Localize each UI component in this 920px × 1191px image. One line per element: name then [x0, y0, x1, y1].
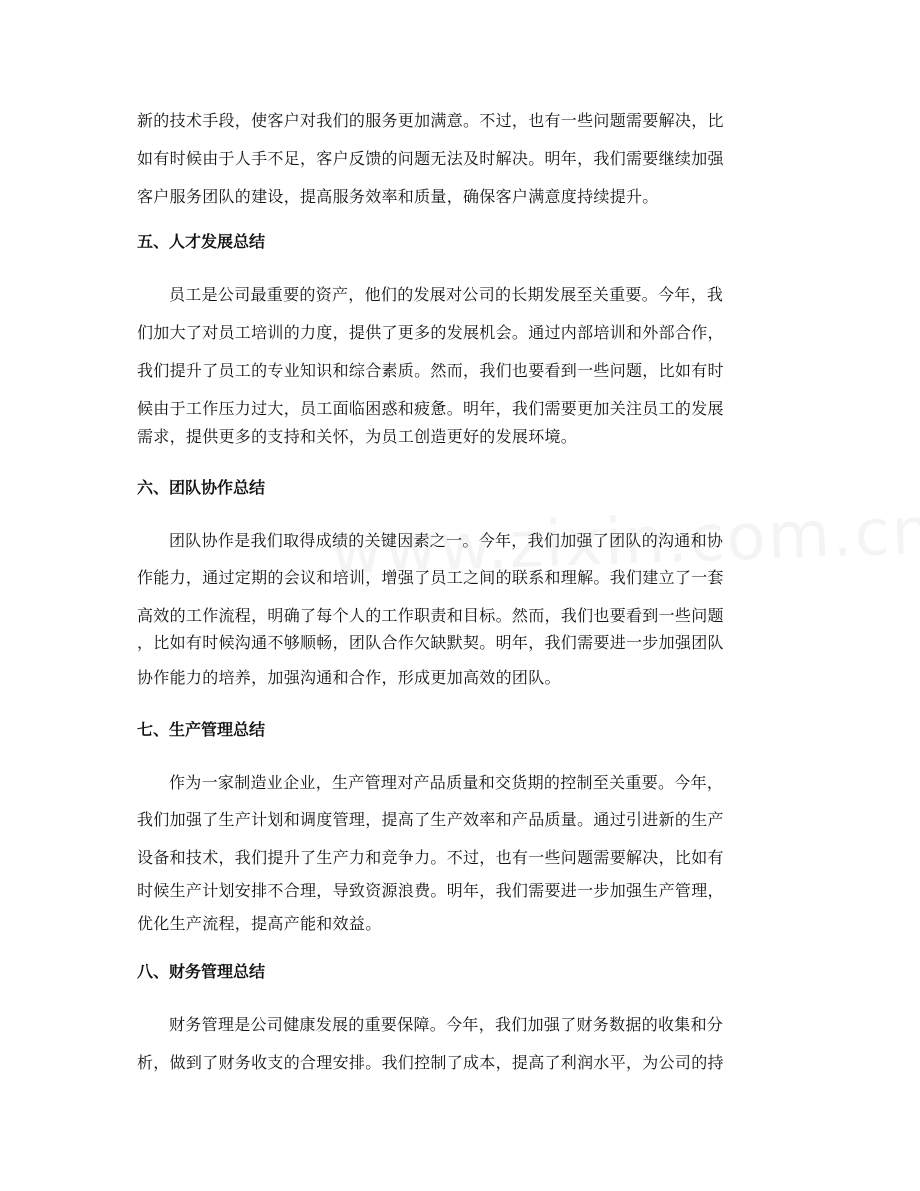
intro-line-1: 新的技术手段，使客户对我们的服务更加满意。不过，也有一些问题需要解决，比 — [137, 111, 724, 130]
intro-line-2: 如有时候由于人手不足，客户反馈的问题无法及时解决。明年，我们需要继续加强 — [137, 149, 724, 168]
section-7-line-5: 优化生产流程，提高产能和效益。 — [137, 914, 382, 933]
section-5-line-1: 员工是公司最重要的资产，他们的发展对公司的长期发展至关重要。今年，我 — [169, 285, 724, 304]
section-8-line-2: 析，做到了财务收支的合理安排。我们控制了成本，提高了利润水平，为公司的持 — [137, 1053, 724, 1072]
section-6-line-3: 高效的工作流程，明确了每个人的工作职责和目标。然而，我们也要看到一些问题 — [137, 606, 724, 625]
section-7-line-3: 设备和技术，我们提升了生产力和竞争力。不过，也有一些问题需要解决，比如有 — [137, 848, 724, 867]
section-7-line-2: 我们加强了生产计划和调度管理，提高了生产效率和产品质量。通过引进新的生产 — [137, 810, 724, 829]
section-8-heading: 八、财务管理总结 — [137, 962, 266, 981]
section-5-line-2: 们加大了对员工培训的力度，提供了更多的发展机会。通过内部培训和外部合作， — [137, 323, 724, 342]
section-6-line-2: 作能力，通过定期的会议和培训，增强了员工之间的联系和理解。我们建立了一套 — [137, 568, 724, 587]
section-7-heading: 七、生产管理总结 — [137, 720, 266, 739]
section-5-line-4: 候由于工作压力过大，员工面临困惑和疲惫。明年，我们需要更加关注员工的发展 — [137, 399, 724, 418]
section-6-line-4: ，比如有时候沟通不够顺畅，团队合作欠缺默契。明年，我们需要进一步加强团队 — [137, 633, 724, 652]
section-6-heading: 六、团队协作总结 — [137, 478, 266, 497]
section-8-line-1: 财务管理是公司健康发展的重要保障。今年，我们加强了财务数据的收集和分 — [169, 1015, 724, 1034]
section-6-line-1: 团队协作是我们取得成绩的关键因素之一。今年，我们加强了团队的沟通和协 — [169, 531, 724, 550]
section-7-line-1: 作为一家制造业企业，生产管理对产品质量和交货期的控制至关重要。今年， — [169, 773, 724, 792]
section-7-line-4: 时候生产计划安排不合理，导致资源浪费。明年，我们需要进一步加强生产管理， — [137, 881, 724, 900]
section-5-heading: 五、人才发展总结 — [137, 232, 266, 251]
intro-line-3: 客户服务团队的建设，提高服务效率和质量，确保客户满意度持续提升。 — [137, 187, 659, 206]
section-6-line-5: 协作能力的培养，加强沟通和合作，形成更加高效的团队。 — [137, 668, 561, 687]
section-5-line-3: 我们提升了员工的专业知识和综合素质。然而，我们也要看到一些问题，比如有时 — [137, 361, 724, 380]
section-5-line-5: 需求，提供更多的支持和关怀，为员工创造更好的发展环境。 — [137, 427, 578, 446]
